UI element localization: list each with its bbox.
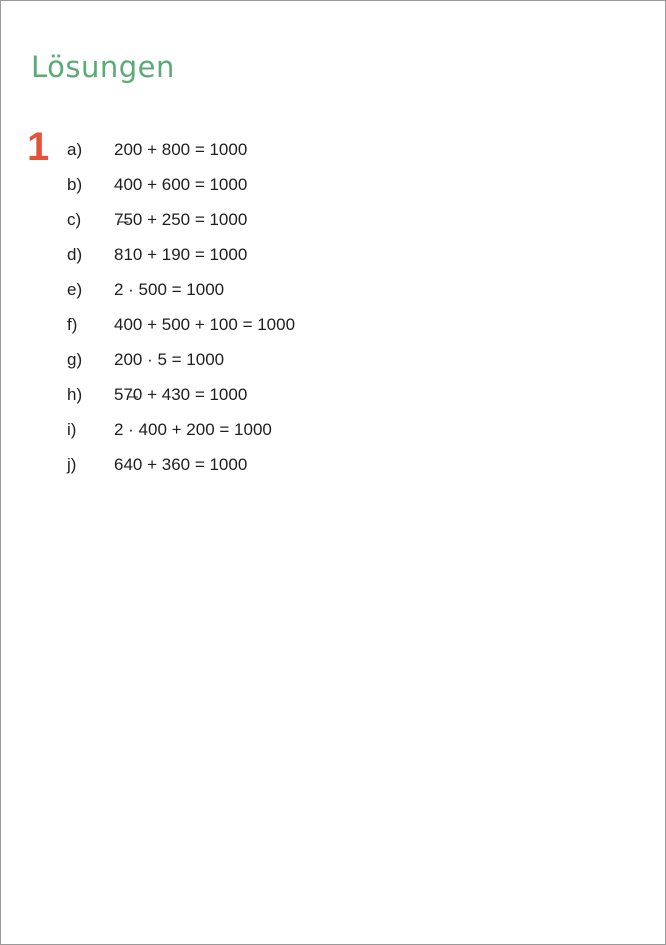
solution-label: f) xyxy=(67,315,78,334)
solution-label: c) xyxy=(67,210,82,229)
solution-label: g) xyxy=(67,350,83,369)
solution-label: e) xyxy=(67,280,83,299)
solution-expression: 7̶50 + 250 = 1000 xyxy=(114,210,248,229)
solution-expression: 400 + 500 + 100 = 1000 xyxy=(114,315,296,334)
solution-expression: 810 + 190 = 1000 xyxy=(114,245,248,264)
solution-label: a) xyxy=(67,140,83,159)
solution-expression: 2 · 400 + 200 = 1000 xyxy=(114,420,272,439)
task-number: 1 xyxy=(27,125,50,169)
solution-label: j) xyxy=(67,455,77,474)
solution-label: i) xyxy=(67,420,77,439)
solution-expression: 57̶0 + 430 = 1000 xyxy=(114,385,248,404)
solution-expression: 200 + 800 = 1000 xyxy=(114,140,248,159)
solution-expression: 200 · 5 = 1000 xyxy=(114,350,225,369)
solution-label: d) xyxy=(67,245,83,264)
page-title: Lösungen xyxy=(31,50,175,84)
solution-label: h) xyxy=(67,385,83,404)
solution-expression: 2 · 500 = 1000 xyxy=(114,280,225,299)
solution-expression: 400 + 600 = 1000 xyxy=(114,175,248,194)
solution-label: b) xyxy=(67,175,83,194)
solution-expression: 640 + 360 = 1000 xyxy=(114,455,248,474)
